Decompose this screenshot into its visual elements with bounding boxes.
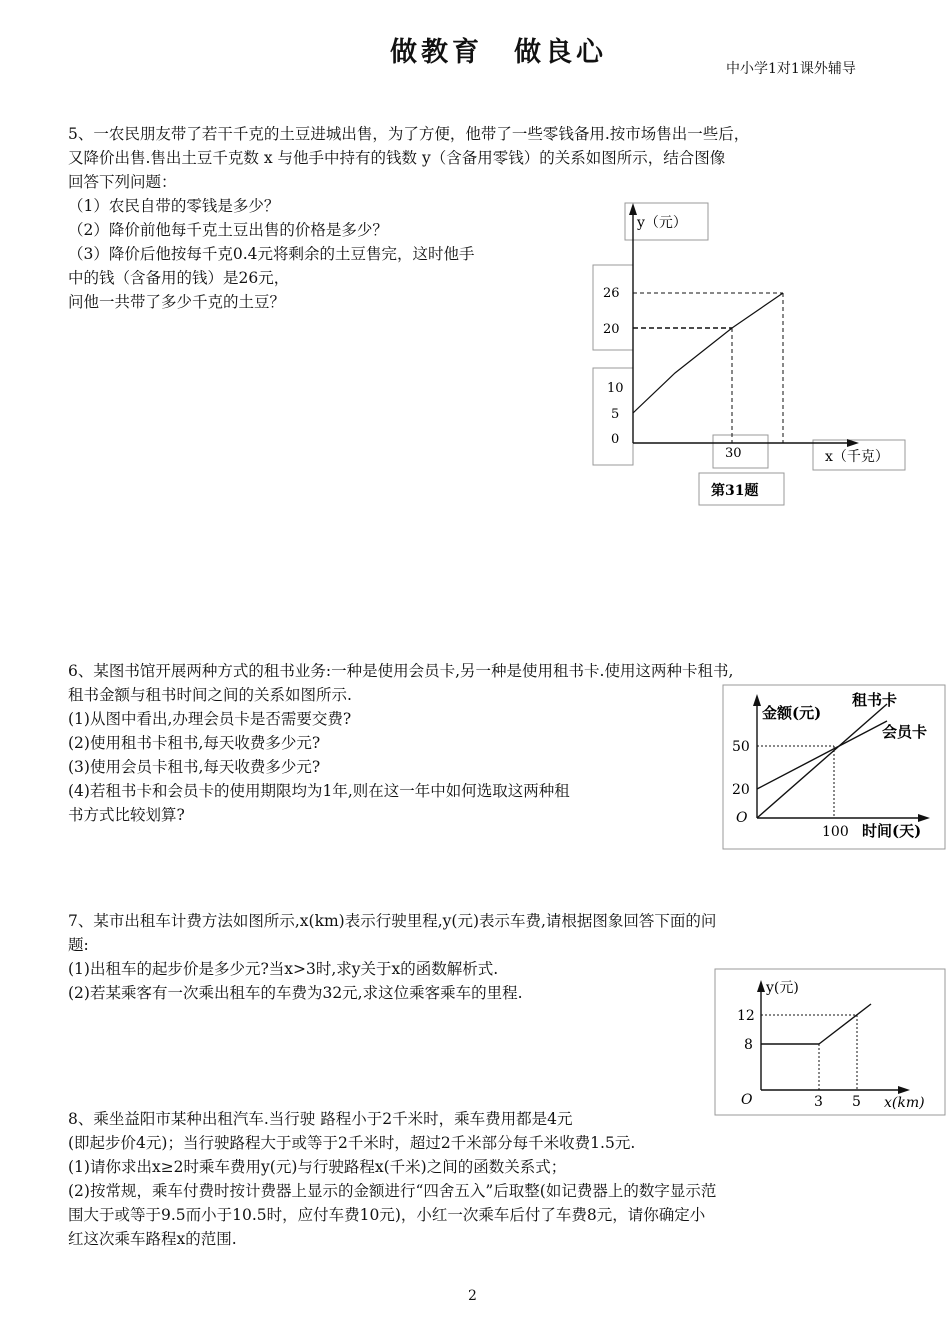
q5-graph bbox=[585, 195, 915, 515]
q6-y-arrow bbox=[753, 694, 761, 706]
q6-tick-50: 50 bbox=[732, 739, 750, 755]
q6-line: 6、某图书馆开展两种方式的租书业务:一种是使用会员卡,另一种是使用租书卡.使用这两种卡租书, bbox=[68, 662, 734, 680]
q5-tick-0: 0 bbox=[611, 432, 620, 447]
q5-line: （3）降价后他按每千克0.4元将剩余的土豆售完，这时他手 bbox=[68, 245, 475, 263]
q7-tick-12: 12 bbox=[737, 1008, 755, 1024]
q6-tick-100: 100 bbox=[822, 824, 849, 840]
q5-line: 回答下列问题： bbox=[68, 173, 177, 191]
q7-line: (1)出租车的起步价是多少元?当x>3时,求y关于x的函数解析式. bbox=[68, 960, 499, 978]
header-subtitle: 中小学1对1课外辅导 bbox=[726, 61, 856, 77]
q7-x-label: x(km) bbox=[884, 1095, 925, 1111]
q5-tick-5: 5 bbox=[611, 407, 620, 422]
q5-tick-26: 26 bbox=[603, 286, 620, 301]
q8-line: (即起步价4元)；当行驶路程大于或等于2千米时，超过2千米部分每千米收费1.5元. bbox=[68, 1134, 636, 1152]
q6-origin: O bbox=[736, 810, 748, 826]
q6-x-arrow bbox=[918, 814, 930, 822]
q5-y-arrow bbox=[629, 203, 637, 215]
q6-x-label: 时间(天) bbox=[862, 822, 922, 840]
question-8 bbox=[68, 1107, 716, 1251]
q5-line: （1）农民自带的零钱是多少？ bbox=[68, 197, 280, 215]
q5-y-label: y（元） bbox=[637, 215, 687, 231]
q7-tick-5: 5 bbox=[852, 1094, 861, 1110]
q6-line-member-card bbox=[757, 721, 887, 789]
q5-line: 又降价出售.售出土豆千克数 x 与他手中持有的钱数 y（含备用零钱）的关系如图所示，结合图像 bbox=[68, 149, 726, 167]
q6-label-member-card: 会员卡 bbox=[882, 723, 928, 741]
q6-y-label: 金额(元) bbox=[762, 704, 822, 722]
q7-line: 题: bbox=[68, 936, 89, 954]
q8-line: (2)按常规，乘车付费时按计费器上显示的金额进行“四舍五入”后取整(如记费器上的数字显示范 bbox=[68, 1182, 717, 1200]
q7-line: (2)若某乘客有一次乘出租车的车费为32元,求这位乘客乘车的里程. bbox=[68, 984, 523, 1002]
q6-tick-20: 20 bbox=[732, 782, 750, 798]
q7-line: 7、某市出租车计费方法如图所示,x(km)表示行驶里程,y(元)表示车费,请根据图象回答下面的问 bbox=[68, 912, 717, 930]
q5-x-label: x（千克） bbox=[825, 449, 889, 465]
q6-line: (4)若租书卡和会员卡的使用期限均为1年,则在这一年中如何选取这两种租 bbox=[68, 782, 570, 800]
q5-tick-10: 10 bbox=[607, 381, 624, 396]
q7-origin: O bbox=[741, 1092, 753, 1108]
q6-line: (1)从图中看出,办理会员卡是否需要交费? bbox=[68, 710, 352, 728]
q6-label-rental-card: 租书卡 bbox=[852, 691, 898, 709]
q5-line: 问他一共带了多少千克的土豆？ bbox=[68, 293, 286, 311]
q7-x-arrow bbox=[898, 1086, 910, 1094]
q6-line: (3)使用会员卡租书,每天收费多少元? bbox=[68, 758, 321, 776]
question-7 bbox=[68, 909, 716, 1005]
q7-rising-fare bbox=[819, 1004, 871, 1044]
q8-line: 红这次乘车路程x的范围. bbox=[68, 1230, 237, 1248]
q5-line: 中的钱（含备用的钱）是26元， bbox=[68, 269, 290, 287]
page-number: 2 bbox=[468, 1288, 477, 1304]
q5-line-after bbox=[732, 293, 783, 328]
question-6 bbox=[68, 659, 733, 827]
q7-y-label: y(元) bbox=[766, 980, 799, 996]
q5-line: （2）降价前他每千克土豆出售的价格是多少？ bbox=[68, 221, 388, 239]
q5-tick-20: 20 bbox=[603, 322, 620, 337]
q8-line: 8、乘坐益阳市某种出租汽车.当行驶 路程小于2千米时，乘车费用都是4元 bbox=[68, 1110, 573, 1128]
q5-upper-ticks-box bbox=[593, 265, 633, 350]
q8-line: 围大于或等于9.5而小于10.5时，应付车费10元)，小红一次乘车后付了车费8元，请你确定小 bbox=[68, 1206, 706, 1224]
q7-graph bbox=[714, 968, 946, 1116]
q8-line: (1)请你求出x≥2时乘车费用y(元)与行驶路程x(千米)之间的函数关系式； bbox=[68, 1158, 567, 1176]
header-title: 做教育 做良心 bbox=[390, 37, 607, 68]
q5-line-before bbox=[633, 328, 732, 413]
q7-y-arrow bbox=[757, 980, 765, 992]
q5-caption: 第31题 bbox=[711, 483, 759, 499]
q6-graph bbox=[722, 684, 946, 850]
q6-line: 租书金额与租书时间之间的关系如图所示. bbox=[68, 686, 352, 704]
q5-line: 5、一农民朋友带了若干千克的土豆进城出售，为了方便，他带了一些零钱备用.按市场售出一些后， bbox=[68, 125, 750, 143]
q6-line: (2)使用租书卡租书,每天收费多少元? bbox=[68, 734, 321, 752]
q7-tick-3: 3 bbox=[814, 1094, 823, 1110]
q7-tick-8: 8 bbox=[744, 1037, 753, 1053]
q5-x-tick-30: 30 bbox=[725, 446, 742, 461]
q6-line: 书方式比较划算? bbox=[68, 806, 185, 824]
